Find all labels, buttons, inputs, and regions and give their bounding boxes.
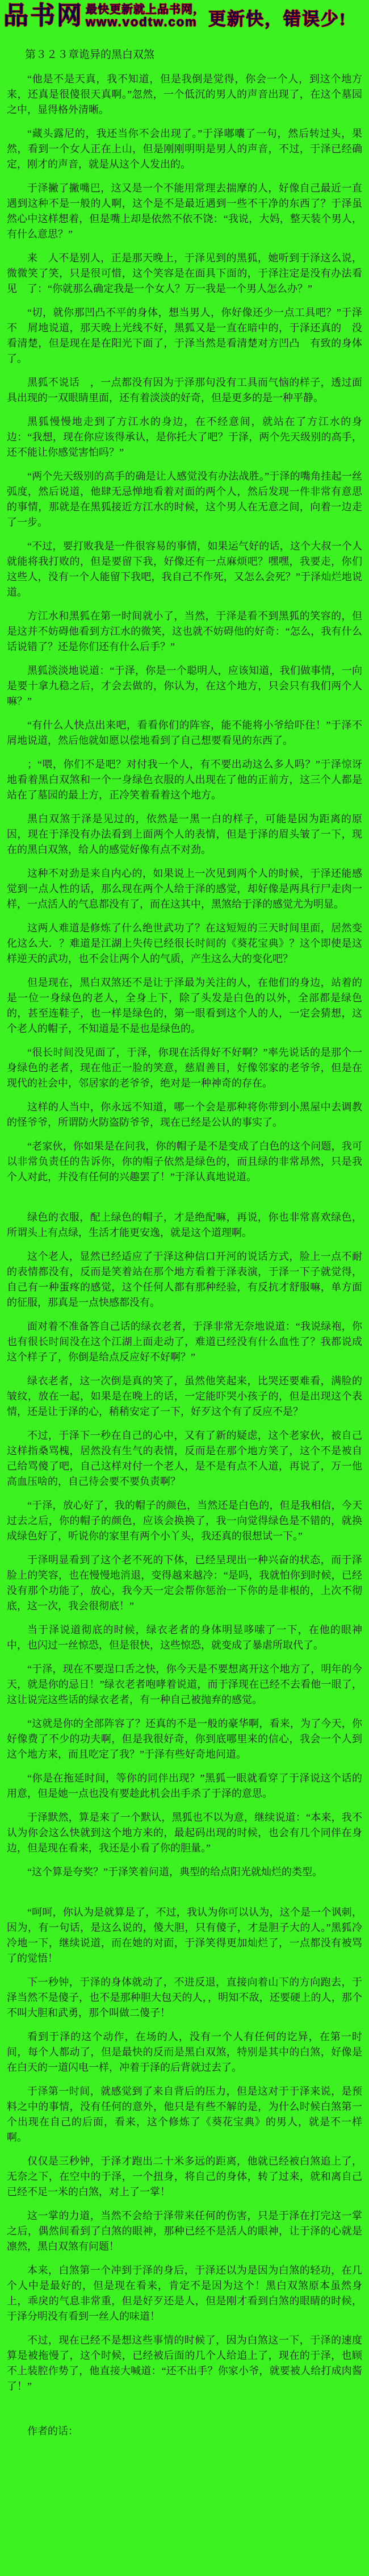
- chapter-content: [0, 72, 369, 2462]
- paragraph: 于泽第一时间，就感觉到了来自背后的压力，但是这对于于泽来说，是预料之中的事情，没有任何的意外，他只是有些不解的是，为什么时候白煞第一个出现在自己的后面，看来，这个修炼了《葵花宝典》的男人，就是不一样啊。: [7, 2086, 362, 2143]
- paragraph: 黑白双煞于泽是见过的，依然是一黑一白的样子，可能是因为距离的原因，现在于泽没有办法看到上面两个人的表情，但是于泽的眉头皱了一下，现在的黑白双煞，给人的感觉好像有点不对劲。: [7, 813, 362, 855]
- paragraph: “有什么人快点出来吧，看看你们的阵容，能不能将小爷给吓住！”于泽不屑地说道，然后他就如愿以偿地看到了自己想要看见的东西了。: [7, 719, 362, 746]
- paragraph: 看到于泽的这个动作，在场的人，没有一个人有任何的讫异，在第一时间，每个人都动了，但是最快的反而是黑白双煞，特别是其中的白煞，好像是在白天的一道闪电一样，冲着于泽的后背就过去了。: [7, 2031, 362, 2073]
- paragraph: 绿衣老者，这一次倒是真的笑了，虽然他笑起来，比哭还要难看，满脸的皱纹，放在一起，如果是在晚上的话，一定能吓哭小孩子的，但是出现这个表情，还是让于泽的心，稍稍安定了一下，好歹这个有了反应不是？: [7, 1375, 362, 1417]
- paragraph: 黑狐不说话 ，一点都没有因为于泽那句没有工具而气恼的样子，透过面具出现的一双眼睛里面，还有着淡淡的好奇，但是更多的是一种平静。: [7, 377, 362, 403]
- paragraph: 来 人不是别人，正是那天晚上，于泽见到的黑狐，她听到于泽这么说，微微笑了笑，只是很可惜，这个笑容是在面具下面的，于泽注定是没有办法看见 了：“你就那么确定我是一个女人？万一我是一个男人怎么办？”: [7, 252, 362, 294]
- paragraph: “这个算是夸奖？”于泽笑着问道，典型的给点阳光就灿烂的类型。: [27, 1866, 322, 1878]
- paragraph: 不过，于泽下一秒在自己的心中，又有了新的疑虑，这个老家伙，被自己这样指桑骂槐，居然没有生气的表情，反而是在那个地方笑了，这个不是被自己给骂傻了吧，自己这样对付一个老人，是不是有点不人道，再说了，万一他高血压啥的，自己待会要不要负责啊？: [7, 1430, 362, 1487]
- paragraph: 面对着不准备答自己话的绿衣老者，于泽非常无奈地说道：“我说绿袍，你也有很长时间没在这个江湖上面走动了，难道已经没有什么血性了？我都说成这个样子了，你倒是给点反应好不好啊？”: [7, 1321, 362, 1363]
- paragraph: 方江水和黑狐在第一时间就小了，当然，于泽是看不到黑狐的笑容的，但是这并不妨碍他看到方江水的微笑，这也就不妨碍他的好奇：“怎么，我有什么话说错了？还是你们还有什么后手？”: [7, 610, 362, 652]
- paragraph: 于泽明显看到了这个老不死的下体，已经呈现出一种兴奋的状态，而于泽脸上的笑容，也在慢慢地消退，变得越来越冷：“是吗，我就怕你到时候，已经没有那个功能了，放心，我今天一定会帮你惩治一下你的是非根的，上次不彻底，这一次，我会很彻底！”: [7, 1554, 362, 1612]
- paragraph: 绿色的衣服，配上绿色的帽子，才是绝配嘛，再说，你也非常喜欢绿色，所谓头上有点绿，生活才能更安逸，就是这个道理啊。: [7, 1212, 362, 1238]
- paragraph: 这两人难道是修炼了什么绝世武功了？在这短短的三天时间里面，居然变化这么大．？难道是江湖上失传已经很长时间的《葵花宝典》？这个即使是这样逆天的武功，也不会让两个人的气质，产生这么大的变化吧？: [7, 922, 362, 964]
- paragraph: 于泽撇了撇嘴巴，这又是一个不能用常理去揣摩的人，好像自己最近一直遇到这种不是一般的人啊，这个是不是最近遇到一些不干净的东西了？于泽虽然心中这样想着，但是嘴上却是依然不依不饶：“我说，大妈，整天装个男人，有什么意思？”: [7, 182, 362, 240]
- paragraph: “于泽，放心好了，我的帽子的颜色，当然还是白色的，但是我相信，今天过去之后，你的帽子的颜色，应该会换换了，我一向觉得绿色是不错的，就换成绿色好了，听说你的家里有两个小丫头，我还真的很想试一下。”: [7, 1500, 362, 1542]
- paragraph: “呵呵，你认为是就算是了，不过，我认为你可以认为，这个是一个讽刺，因为，有一句话，是这么说的，傻大胆，只有傻子，才是胆子大的人。”黑狐冷冷地一下，继续说道，而在她的对面，于泽笑得更加灿烂了，一点都没有被骂了的觉悟！: [7, 1907, 362, 1964]
- author-note: 作者的话：: [27, 2425, 78, 2437]
- paragraph: 这一掌的力道，当然不会给于泽带来任何的伤害，只是于泽在打完这一掌之后，偶然间看到了白煞的眼神，那种已经不是活人的眼神，让于泽的心就是凛然，黑白双煞有问题！: [7, 2210, 362, 2252]
- paragraph: 本来，白煞第一个冲到于泽的身后，于泽还以为是因为白煞的轻功，在几个人中是最好的，但是现在看来，肯定不是因为这个！黑白双煞原本虽然身上，乖戾的气息非常重，但是好歹还是人，但是刚才看到白煞的眼睛的时候，于泽分明没有看到一丝人的味道！: [7, 2265, 362, 2322]
- paragraph: 黑狐淡淡地说道：“于泽，你是一个聪明人，应该知道，我们做事情，一向是要十拿九稳之后，才会去做的，你认为，在这个地方，只会只有我们两个人嘛？”: [7, 665, 362, 707]
- paragraph: “于泽，现在不要逞口舌之快，你今天是不要想离开这个地方了，明年的今天，就是你的忌日！”绿衣老者咆哮着说道，而于泽现在已经不去看他一眼了，这让说完这些话的绿衣老者，有一种自己被抛弃的感觉。: [7, 1663, 362, 1705]
- paragraph: “他是不是天真，我不知道，但是我倒是觉得，你会一个人，到这个地方来，还真是很傻很天真啊。”忽然，一个低沉的男人的声音出现了，在这个墓园之中，显得格外清晰。: [7, 73, 362, 115]
- paragraph: 下一秒钟，于泽的身体就动了，不进反退，直接向着山下的方向跑去，于泽当然不是傻子，也不是那种胆大包天的人，，明知不敌，还要硬上的人，那个不叫大胆和武勇，那个叫做二傻子！: [7, 1976, 362, 2019]
- paragraph: 于泽默然，算是来了一个默认，黑狐也不以为意，继续说道：“本来，我不认为你会这么快就到这个地方来的，最起码出现的时候，也会有几个同伴在身边，但是现在看来，我还是小看了你的胆量。”: [7, 1812, 362, 1854]
- paragraph: “藏头露尼的，我还当你不会出现了。”于泽嘟囔了一句，然后转过头，果然，看到一个女人正在上山，但是刚刚明明是男人的声音，不过，于泽已经确定，刚才的声音，就是从这个人发出的。: [7, 128, 362, 170]
- paragraph: 但是现在，黑白双煞还不是让于泽最为关注的人，在他们的身边，站着的是一位一身绿色的老人，全身上下，除了头发是白色的以外，全部都是绿色的，甚至连鞋子，也一样是绿色的，第一眼看到这个人的人，一定会猜想，这个老人的帽子，不知道是不是也是绿色的。: [7, 977, 362, 1034]
- paragraph: “不过，要打败我是一件很容易的事情，如果运气好的话，这个大叔一个人就能将我打败的，但是要留下我，好像还有一点麻烦吧？嘿嘿，我要走，你们这些人，没有一个人能留下我吧，我自己不作死，又怎么会死？”于泽灿烂地说道。: [7, 540, 362, 598]
- chapter-title: 第３２３章诡异的黑白双煞: [25, 49, 155, 61]
- paragraphs: [7, 72, 362, 2394]
- site-tagline: 最快更新就上品书网，: [86, 3, 205, 16]
- paragraph: 这种不对劲是来自内心的，如果说上一次见到两个人的时候，于泽还能感觉到一点人性的话，那么现在两个人给于泽的感觉，却好像是两具行尸走肉一样，一点活人的气息都没有了，而在这其中，黑煞给于泽的感觉尤为明显。: [7, 868, 362, 910]
- paragraph: 当于泽说道彻底的时候，绿衣老者的身体明显哆嗦了一下，在他的眼神中，也闪过一丝惊恐，但是很快，这些惊恐，就变成了暴虐所取代了。: [7, 1624, 362, 1651]
- paragraph: “两个先天级别的高手的确是让人感觉没有办法战胜。”于泽的嘴角挂起一丝弧度，然后说道，他肆无忌惮地看着对面的两个人，然后发现一件非常有意思的事情，那就是在黑狐接近方江水的时候，这个男人在无意之间，向着一边走了一步。: [7, 471, 362, 528]
- paragraph: “切，就你那凹凸不平的身体，想当男人，你好像还少一点工具吧？”于泽不 屑地说道，那天晚上光线不好，黑狐又是一直在暗中的，于泽还真的 没看清楚，但是现在是在阳光下面了，于泽当然是看清楚对方凹凸 有致的身体了。: [7, 307, 362, 364]
- site-url-link[interactable]: www.vodtw.com: [86, 15, 198, 29]
- paragraph: “老家伙，你如果是在问我，你的帽子是不是变成了白色的这个问题，我可以非常负责任的告诉你，你的帽子依然是绿色的，而且绿的非常昂然，只是我个人对此，并没有任何的兴趣罢了！”于泽认真地说道。: [7, 1141, 362, 1183]
- paragraph: 不过，现在已经不是想这些事情的时候了，因为白煞这一下，于泽的速度算是被拖慢了，这个时候，已经被后面的几个人给追上了，现在的于泽，也顾不上装腔作势了，他直接大喊道：“还不出手？你家小爷，就要被人给打成肉酱了！”: [7, 2334, 362, 2392]
- paragraph: “这就是你的全部阵容了？还真的不是一般的豪华啊，看来，为了今天，你好像费了不少的功夫啊，但是我很好奇，你到底哪里来的信心，我会一个人到这个地方来，而且吃定了我？”于泽有些好奇地问道。: [7, 1718, 362, 1760]
- banner-middle: [86, 3, 205, 28]
- site-slogan: 更新快，错误少!: [208, 9, 347, 29]
- paragraph: ；“喂，你们不是吧？对付我一个人，有不要出动这么多人吗？”于泽惊讶地看着黑白双煞和一个一身绿色衣服的人出现在了他的正前方，这三个人都是站在了墓园的最上方，正冷笑着看着这个地方。: [7, 759, 362, 801]
- paragraph: 这样的人当中，你永远不知道，哪一个会是那种将你带到小黑屋中去调教的怪爷爷，所谓防火防盗防爷爷，现在已经是公认的事实了。: [7, 1101, 362, 1128]
- site-banner: [0, 0, 369, 30]
- paragraph: “你是在拖延时间，等你的同伴出现？”黑狐一眼就看穿了于泽说这个话的用意，但是她一点也没有要趁此机会出手杀了于泽的意思。: [7, 1772, 362, 1799]
- paragraph: 这个老人，显然已经适应了于泽这种信口开河的说话方式，脸上一点不耐的表情都没有，反而是笑着站在那个地方看着于泽表演，于泽一下子就觉得，自己有一种蛋疼的感觉，这个任何人都有那种经验，有反抗才舒服嘛，单方面的征服，那真是一点快感都没有。: [7, 1251, 362, 1308]
- paragraph: “很长时间没见面了，于泽，你现在活得好不好啊？”率先说话的是那个一身绿色的老者，现在他正一脸的笑意，慈眉善目，好像邻家的老爷爷，但是在现代的社会中，邻居家的老爷爷，绝对是一种神奇的存在。: [7, 1047, 362, 1089]
- paragraph: 黑狐慢慢地走到了方江水的身边，在不经意间，就站在了方江水的身边：“我想，现在你应该得承认，是你托大了吧？于泽，两个先天级别的高手，还不能让你感觉害怕吗？”: [7, 416, 362, 458]
- site-logo[interactable]: 品书网: [3, 2, 83, 30]
- paragraph: 仅仅是三秒钟，于泽才跑出二十米多远的距离，他就已经被白煞追上了，无奈之下，在空中的于泽，一个扭身，将自己的身体，转了过来，就和离自己已经不足一米的白煞，对上了一掌！: [7, 2155, 362, 2198]
